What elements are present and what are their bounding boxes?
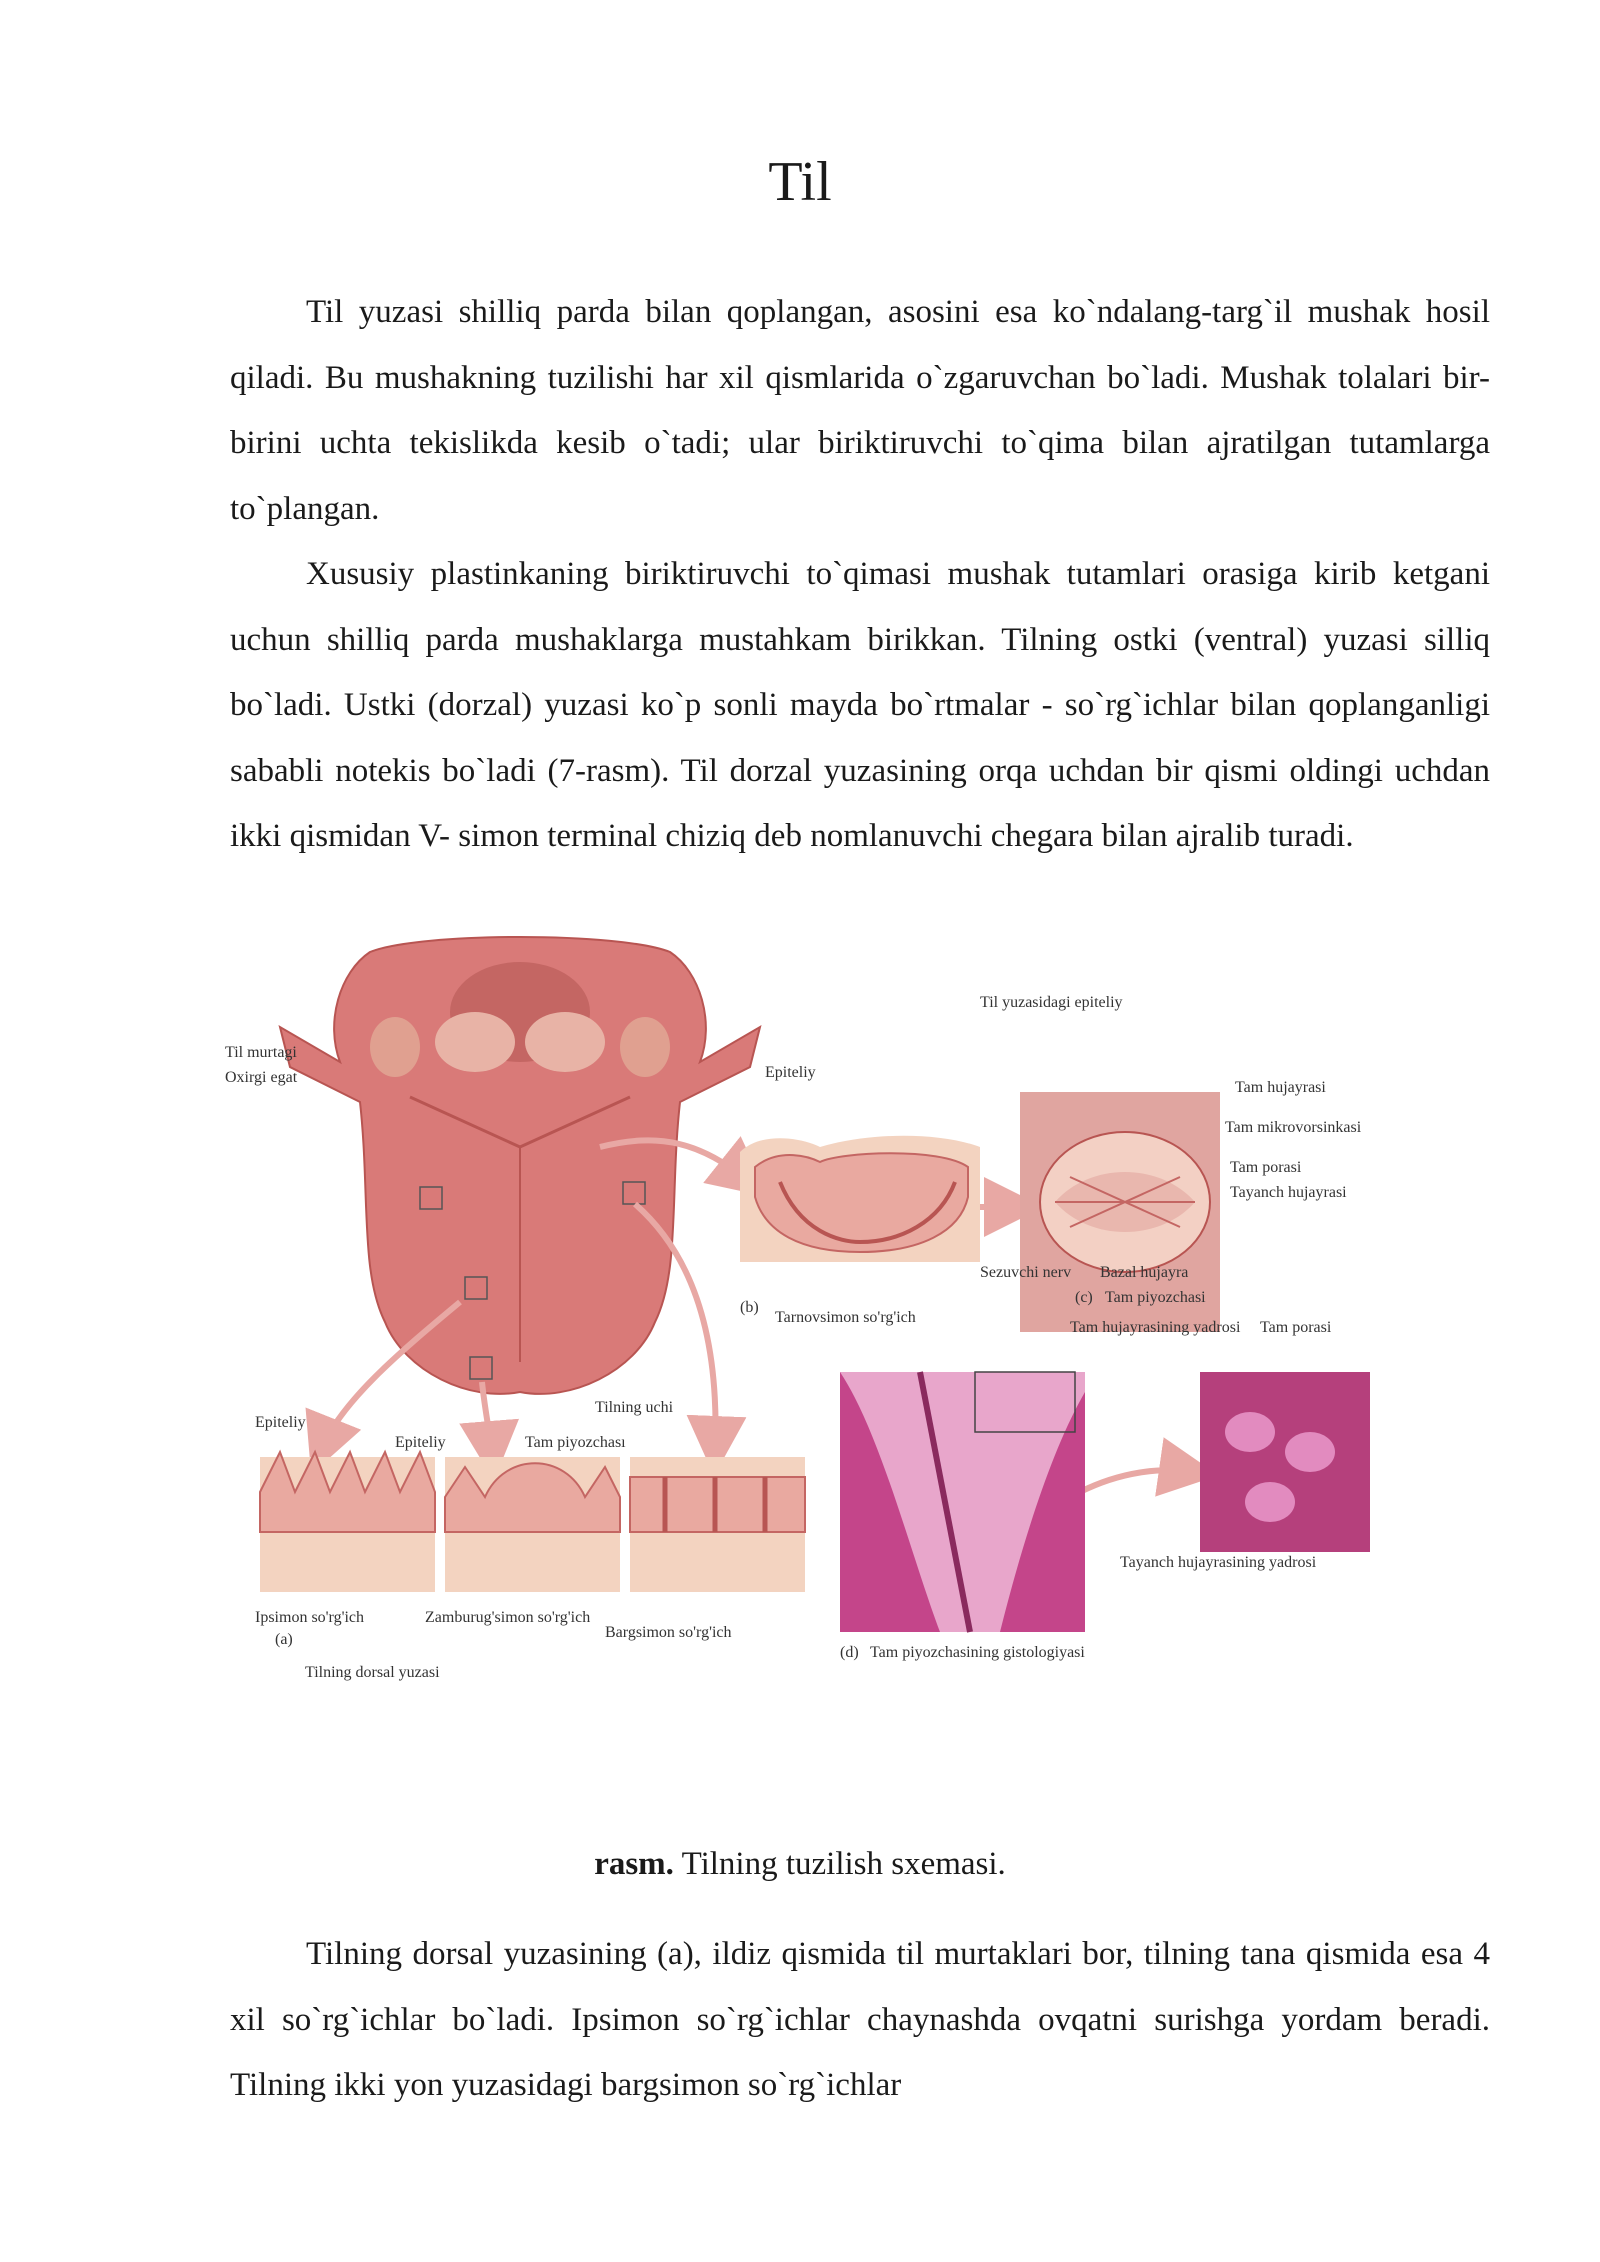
label-oxirgi-egat: Oxirgi egat	[225, 1069, 298, 1086]
label-panel-b: (b)	[740, 1299, 759, 1316]
paragraph-3: Tilning dorsal yuzasining (a), ildiz qismida til murtaklari bor, tilning tana qismida esa 4 xil so`rg`ichlar bo`ladi. Ipsimon so`rg`ichlar chaynashda ovqatni surishga yordam beradi. Tilning ikki yon yuzasidagi bargsimon so`rg`ichlar	[230, 1936, 1490, 2103]
label-tam-hujayrasi: Tam hujayrasi	[1235, 1079, 1326, 1096]
tongue-structure-figure	[220, 932, 1380, 1752]
label-tam-piyozchasi-a: Tam piyozchası	[525, 1434, 626, 1451]
label-tarnovsimon: Tarnovsimon so'rg'ich	[775, 1309, 916, 1326]
label-ipsimon: Ipsimon so'rg'ich	[255, 1609, 365, 1626]
label-tayanch-hujayrasi: Tayanch hujayrasi	[1230, 1184, 1347, 1201]
label-epiteliy-mid: Epiteliy	[395, 1434, 446, 1451]
papillae-panels	[260, 1452, 805, 1592]
label-panel-d: (d)	[840, 1644, 859, 1661]
label-til-yuzasidagi-epiteliy: Til yuzasidagi epiteliy	[980, 994, 1123, 1011]
page-title: Til	[768, 151, 832, 213]
label-til-murtagi: Til murtagi	[225, 1044, 297, 1061]
label-panel-c: (c)	[1075, 1289, 1093, 1306]
label-tayanch-yadrosi: Tayanch hujayrasining yadrosi	[1120, 1554, 1317, 1571]
label-tam-porasi: Tam porasi	[1230, 1159, 1302, 1176]
paragraph-2: Xususiy plastinkaning biriktiruvchi to`qimasi mushak tutamlari orasiga kirib ketgani uchun shilliq parda mushaklarga mustahkam birikkan. Tilning ostki (ventral) yuzasi silliq bo`ladi. Ustki (dorzal) yuzasi ko`p sonli mayda bo`rtmalar - so`rg`ichlar bilan qoplanganligi sababli notekis bo`ladi (7-rasm). Til dorzal yuzasining orqa uchdan bir qismi oldingi uchdan ikki qismidan V- simon terminal chiziq deb nomlanuvchi chegara bilan ajralib turadi.	[230, 556, 1490, 854]
figure-caption	[0, 1846, 1600, 1883]
label-zamburug: Zamburug'simon so'rg'ich	[425, 1609, 591, 1626]
label-epiteliy-top: Epiteliy	[765, 1064, 816, 1081]
label-bargsimon: Bargsimon so'rg'ich	[605, 1624, 732, 1641]
caption-bold: rasm.	[594, 1846, 674, 1882]
caption-text: Tilning tuzilish sxemasi.	[673, 1846, 1006, 1882]
label-sezuvchi-nerv: Sezuvchi nerv	[980, 1264, 1072, 1281]
vallate-papilla-diagram	[740, 1136, 980, 1262]
tongue-illustration	[280, 937, 760, 1394]
label-bazal-hujayra: Bazal hujayra	[1100, 1264, 1189, 1281]
label-tam-piyozchasi-c: Tam piyozchasi	[1105, 1289, 1206, 1306]
label-tam-porasi-2: Tam porasi	[1260, 1319, 1332, 1336]
histology-image	[840, 1372, 1370, 1632]
label-tilning-uchi: Tilning uchi	[595, 1399, 674, 1416]
label-tilning-dorsal: Tilning dorsal yuzasi	[305, 1664, 440, 1681]
paragraph-1: Til yuzasi shilliq parda bilan qoplangan, asosini esa ko`ndalang-targ`il mushak hosil qiladi. Bu mushakning tuzilishi har xil qismlarida o`zgaruvchan bo`ladi. Mushak tolalari bir-birini uchta tekislikda kesib o`tadi; ular biriktiruvchi to`qima bilan ajratilgan tutamlarga to`plangan.	[230, 294, 1490, 527]
label-tam-hujayrasining-yadrosi: Tam hujayrasining yadrosi	[1070, 1319, 1241, 1336]
label-tam-mikrovorsinkasi: Tam mikrovorsinkasi	[1225, 1119, 1362, 1136]
label-epiteliy-left: Epiteliy	[255, 1414, 306, 1431]
label-tam-piyozchasining: Tam piyozchasining gistologiyasi	[870, 1644, 1085, 1661]
label-panel-a: (a)	[275, 1631, 293, 1648]
